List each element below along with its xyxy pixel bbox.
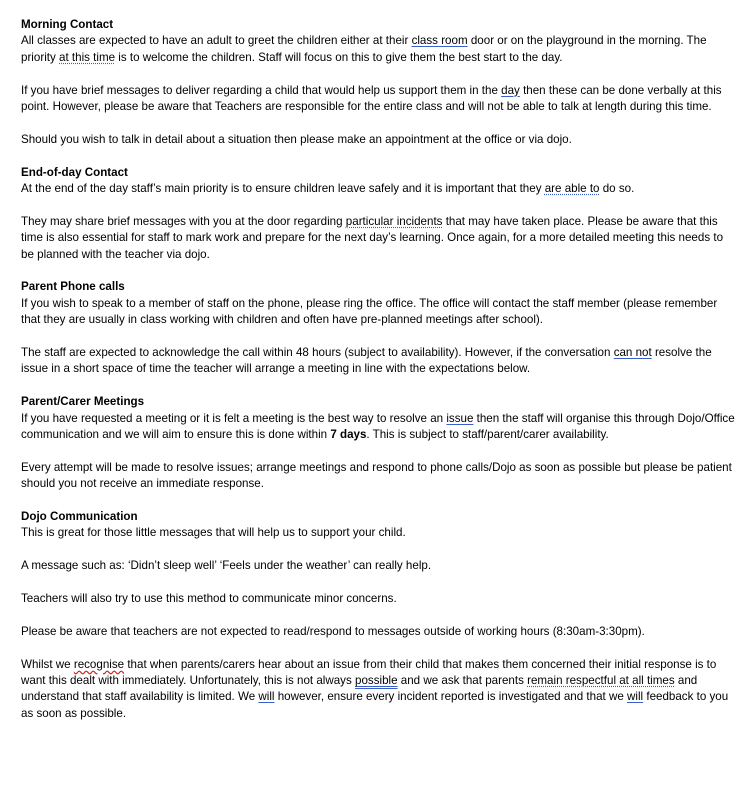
text-run: feedback to you as soon as possible.: [21, 690, 729, 720]
underlined-text: at this time: [59, 50, 116, 64]
section-heading: Parent/Carer Meetings: [21, 395, 145, 409]
paragraph: [21, 525, 736, 541]
section-morning-contact: [21, 17, 736, 148]
paragraph: [21, 296, 736, 329]
document-body: [21, 17, 736, 739]
section-dojo-communication: [21, 509, 736, 722]
text-run: do so.: [599, 182, 635, 196]
text-run: that when parents/carers hear about an issue from their child that makes them concerned their initial response is to want this dealt with immediately. Unfortunately, this is not always: [21, 657, 717, 688]
underlined-text: will: [627, 690, 644, 704]
text-run: The staff are expected to acknowledge the call within 48 hours (subject to availability). However, if the conversation: [21, 346, 614, 360]
text-run: . This is subject to staff/parent/carer availability.: [366, 428, 609, 442]
section-end-of-day-contact: [21, 165, 736, 263]
underlined-text: possible: [355, 674, 398, 688]
section-parent-phone-calls: [21, 279, 736, 377]
underlined-text: recognise: [73, 657, 125, 671]
text-run: Should you wish to talk in detail about a situation then please make an appointment at the office or via dojo.: [21, 132, 572, 146]
paragraph: [21, 33, 736, 66]
underlined-text: can not: [613, 346, 652, 360]
text-run: Please be aware that teachers are not expected to read/respond to messages outside of working hours (8:30am-3:30pm).: [21, 624, 645, 638]
paragraph: [21, 411, 736, 444]
bold-text: 7 days: [330, 428, 367, 442]
section-heading: Morning Contact: [21, 18, 114, 31]
text-run: Teachers will also try to use this method to communicate minor concerns.: [21, 592, 397, 606]
text-run: then these can be done verbally at this point. However, please be aware that Teachers are responsible for the entire class and will not be able to talk at length during this time.: [21, 83, 722, 114]
text-run: A message such as: ‘Didn’t sleep well’ ‘Feels under the weather’ can really help.: [21, 559, 432, 573]
paragraph: [21, 460, 736, 493]
text-run: If you have brief messages to deliver regarding a child that would help us support them in the: [21, 83, 502, 97]
paragraph: [21, 657, 736, 723]
text-run: and we ask that parents: [397, 674, 528, 688]
paragraph: [21, 345, 736, 378]
text-run: If you wish to speak to a member of staff on the phone, please ring the office. The office will contact the staff member (please remember that they are usually in class working with children and often have pre-planned meetings after school).: [21, 296, 718, 327]
section-heading: Parent Phone calls: [21, 280, 125, 294]
text-run: This is great for those little messages that will help us to support your child.: [21, 526, 406, 540]
text-run: door or on the playground in the morning. The priority: [21, 34, 707, 64]
paragraph: [21, 132, 736, 148]
underlined-text: remain respectful at all times: [527, 674, 675, 688]
text-run: however, ensure every incident reported is investigated and that we: [274, 690, 628, 704]
paragraph: [21, 214, 736, 263]
section-parent-carer-meetings: [21, 394, 736, 492]
paragraph: [21, 624, 736, 640]
text-run: Every attempt will be made to resolve issues; arrange meetings and respond to phone calls/Dojo as soon as possible but please be patient should you not receive an immediate response.: [21, 460, 732, 491]
underlined-text: particular incidents: [345, 214, 443, 228]
section-heading: End-of-day Contact: [21, 165, 128, 179]
paragraph: [21, 591, 736, 607]
text-run: then the staff will organise this through Dojo/Office communication and we will aim to ensure this is done within: [21, 411, 735, 442]
underlined-text: class room: [411, 34, 468, 48]
section-heading: Dojo Communication: [21, 510, 138, 524]
text-run: Whilst we: [21, 657, 74, 671]
text-run: resolve the issue in a short space of time the teacher will arrange a meeting in line with the expectations below.: [21, 346, 712, 376]
underlined-text: issue: [446, 411, 474, 425]
underlined-text: are able to: [544, 182, 600, 196]
underlined-text: day: [501, 83, 520, 97]
paragraph: [21, 181, 736, 197]
text-run: If you have requested a meeting or it is felt a meeting is the best way to resolve an: [21, 411, 447, 425]
paragraph: [21, 558, 736, 574]
text-run: At the end of the day staff’s main priority is to ensure children leave safely and it is important that they: [21, 182, 545, 196]
text-run: is to welcome the children. Staff will focus on this to give them the best start to the day.: [115, 50, 563, 64]
paragraph: [21, 83, 736, 116]
text-run: that may have taken place. Please be aware that this time is also essential for staff to mark work and prepare for the next day’s learning. Once again, for a more detailed meeting this needs to be planned with the teacher via dojo.: [21, 214, 724, 261]
text-run: They may share brief messages with you at the door regarding: [21, 214, 346, 228]
text-run: and understand that staff availability is limited. We: [21, 674, 698, 704]
underlined-text: will: [258, 690, 275, 704]
text-run: All classes are expected to have an adult to greet the children either at their: [21, 34, 412, 48]
